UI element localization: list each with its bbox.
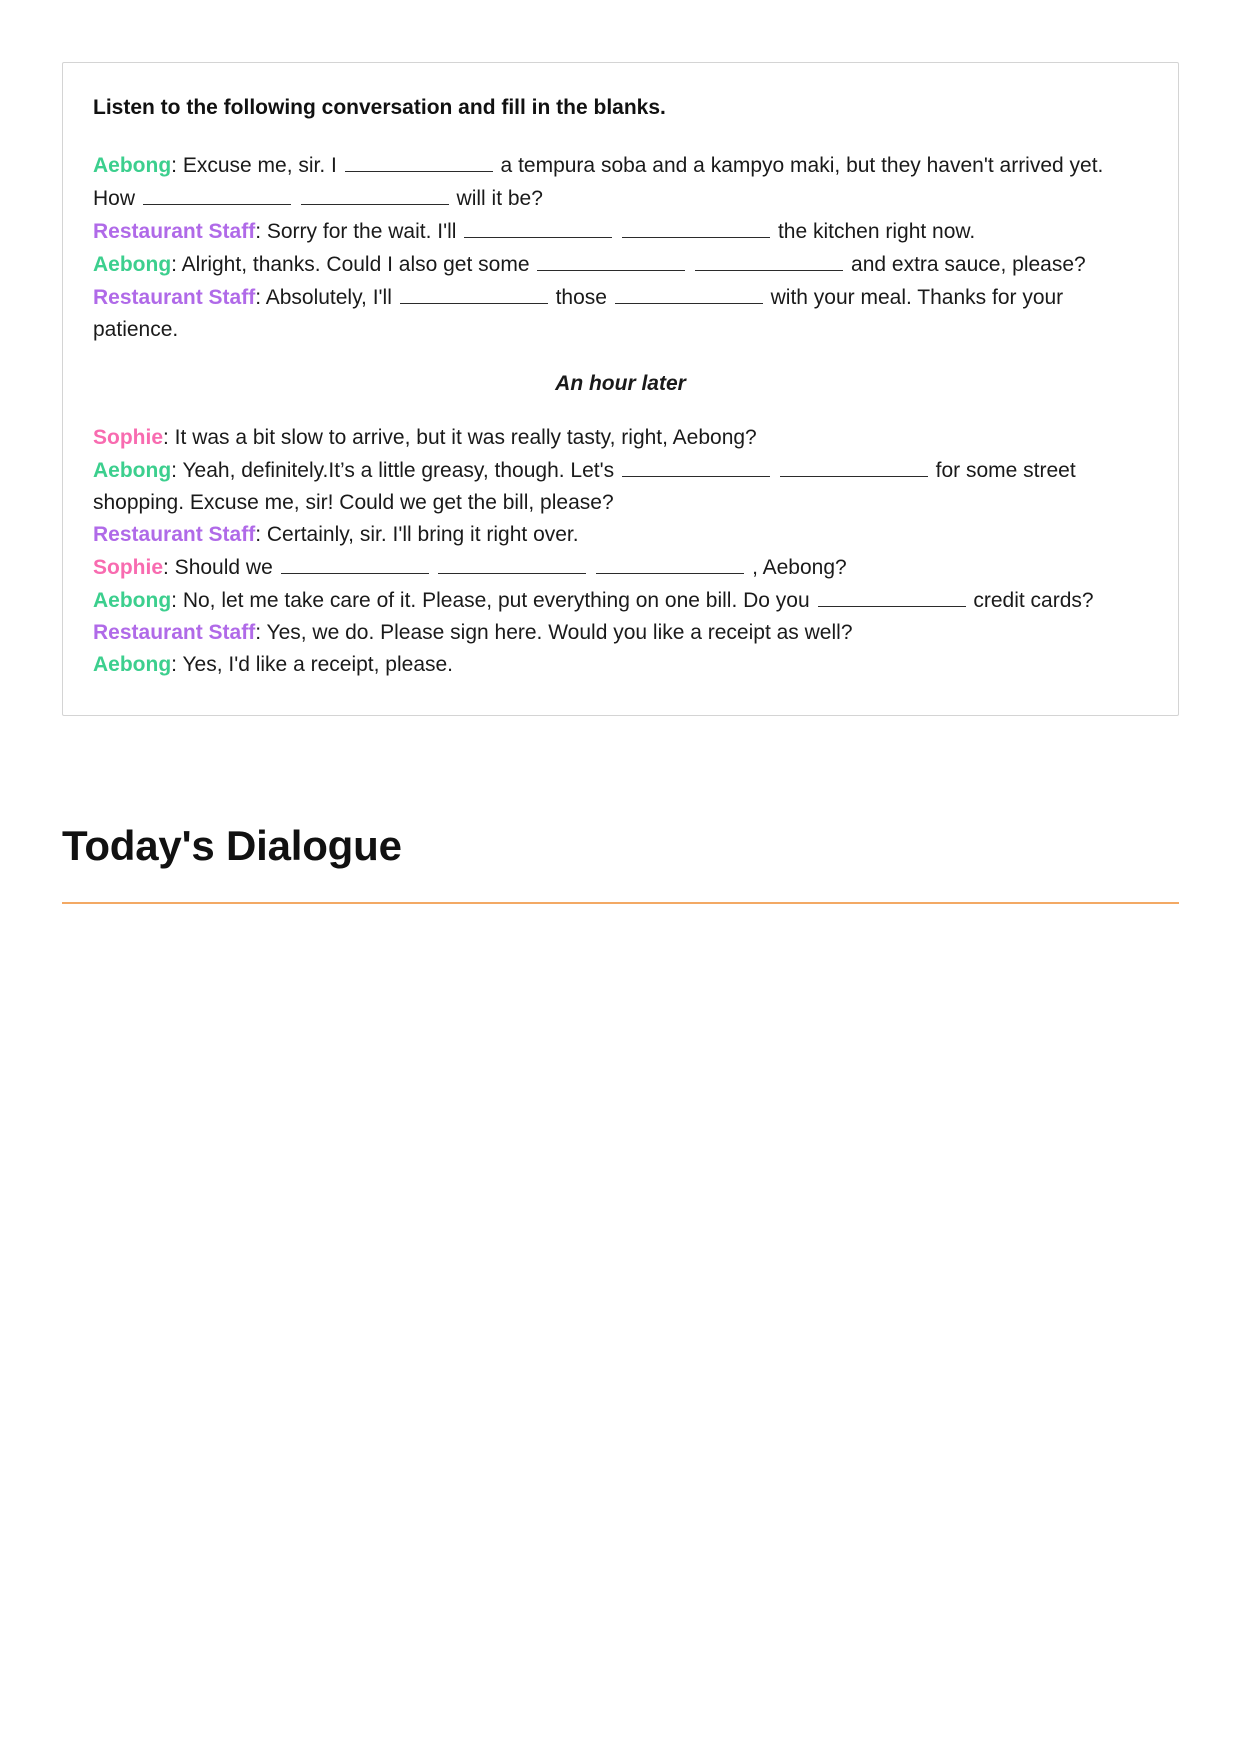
fill-in-blank[interactable]	[400, 281, 548, 304]
dialogue-text: those	[549, 286, 613, 310]
dialogue-line	[93, 454, 1148, 519]
dialogue-text: : Absolutely, I'll	[255, 286, 398, 310]
fill-in-blank[interactable]	[615, 281, 763, 304]
dialogue-line	[93, 248, 1148, 281]
fill-in-blank[interactable]	[622, 215, 770, 238]
dialogue-text: : No, let me take care of it. Please, put everything on one bill. Do you	[171, 588, 816, 612]
dialogue-text: a tempura soba and a kampyo maki, but they haven't arrived yet. How	[93, 154, 1104, 211]
speaker-label: Sophie	[93, 555, 164, 579]
speaker-label: Aebong	[93, 253, 172, 277]
dialogue-text: : Yes, I'd like a receipt, please.	[171, 652, 454, 676]
speaker-label: Aebong	[93, 459, 172, 483]
dialogue-text: credit cards?	[967, 588, 1094, 612]
dialogue-line	[93, 649, 1148, 681]
dialogue-line	[93, 422, 1148, 454]
dialogue-part-one	[93, 149, 1148, 346]
dialogue-text: : It was a bit slow to arrive, but it was really tasty, right, Aebong?	[163, 426, 757, 450]
fill-in-blank[interactable]	[695, 248, 843, 271]
title-divider	[62, 902, 1179, 904]
dialogue-text: : Sorry for the wait. I'll	[255, 220, 463, 244]
dialogue-line	[93, 617, 1148, 649]
fill-in-blank[interactable]	[537, 248, 685, 271]
dialogue-text	[293, 187, 299, 210]
fill-in-blank[interactable]	[301, 182, 449, 205]
dialogue-interlude: An hour later	[555, 372, 686, 396]
dialogue-line	[93, 215, 1148, 248]
speaker-label: Restaurant Staff	[93, 620, 256, 644]
dialogue-part-two	[93, 422, 1148, 680]
exercise-instruction: Listen to the following conversation and fill in the blanks.	[93, 96, 666, 119]
fill-in-blank[interactable]	[143, 182, 291, 205]
listening-exercise-box	[62, 62, 1179, 716]
dialogue-text	[431, 556, 437, 579]
dialogue-line	[93, 149, 1148, 215]
speaker-label: Aebong	[93, 588, 172, 612]
dialogue-text: : Yeah, definitely.It’s a little greasy, though. Let's	[171, 459, 620, 483]
speaker-label: Restaurant Staff	[93, 522, 256, 546]
dialogue-text	[772, 459, 778, 482]
dialogue-line	[93, 281, 1148, 346]
dialogue-text	[687, 253, 693, 276]
speaker-label: Aebong	[93, 154, 172, 178]
fill-in-blank[interactable]	[464, 215, 612, 238]
fill-in-blank[interactable]	[345, 149, 493, 172]
fill-in-blank[interactable]	[281, 551, 429, 574]
dialogue-line	[93, 551, 1148, 584]
dialogue-text: : Excuse me, sir. I	[171, 154, 343, 178]
speaker-label: Sophie	[93, 426, 164, 450]
dialogue-text: : Certainly, sir. I'll bring it right over.	[255, 522, 579, 546]
dialogue-text	[588, 556, 594, 579]
fill-in-blank[interactable]	[818, 584, 966, 607]
dialogue-line	[93, 519, 1148, 551]
fill-in-blank[interactable]	[780, 454, 928, 477]
fill-in-blank[interactable]	[438, 551, 586, 574]
dialogue-text: for some street shopping. Excuse me, sir! Could we get the bill, please?	[93, 459, 1076, 514]
speaker-label: Restaurant Staff	[93, 286, 256, 310]
fill-in-blank[interactable]	[622, 454, 770, 477]
dialogue-text: : Should we	[163, 555, 279, 579]
dialogue-text: with your meal. Thanks for your patience.	[93, 286, 1064, 342]
fill-in-blank[interactable]	[596, 551, 744, 574]
dialogue-text: and extra sauce, please?	[845, 253, 1086, 277]
dialogue-text: will it be?	[450, 187, 543, 211]
speaker-label: Aebong	[93, 652, 172, 676]
dialogue-line	[93, 584, 1148, 617]
dialogue-text: : Yes, we do. Please sign here. Would you like a receipt as well?	[255, 620, 853, 644]
speaker-label: Restaurant Staff	[93, 220, 256, 244]
dialogue-text: , Aebong?	[746, 555, 847, 579]
page-title: Today's Dialogue	[62, 821, 402, 869]
dialogue-text: the kitchen right now.	[772, 220, 976, 244]
dialogue-text: : Alright, thanks. Could I also get some	[171, 253, 536, 277]
dialogue-text	[614, 220, 620, 243]
